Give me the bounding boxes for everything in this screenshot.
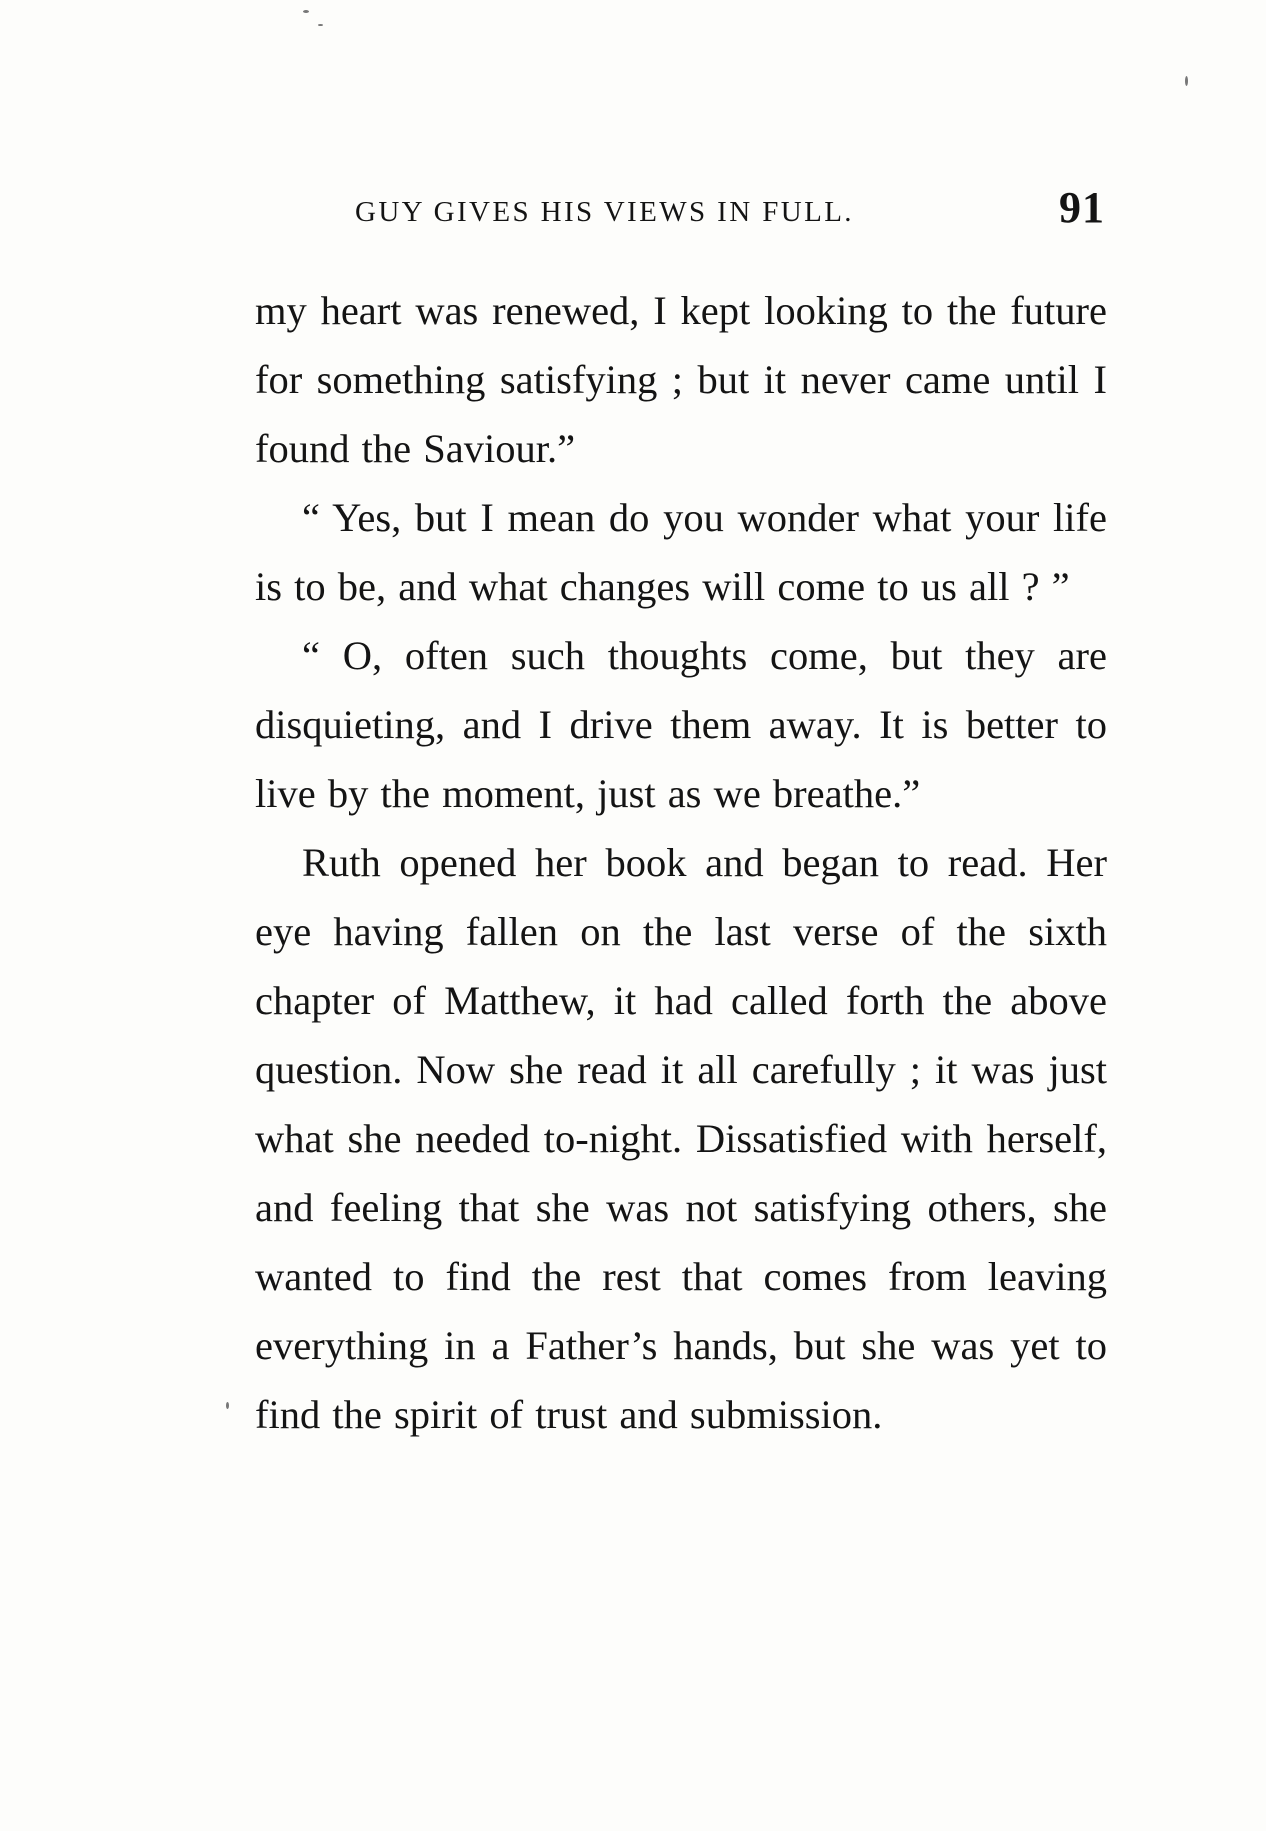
print-speck	[1185, 76, 1188, 86]
print-speck	[318, 24, 323, 26]
running-title: GUY GIVES HIS VIEWS IN FULL.	[355, 196, 854, 228]
running-head	[355, 182, 1105, 242]
paragraph: my heart was renewed, I kept looking to the future for something satisfying ; but it never came until I found the Saviour.”	[255, 288, 1107, 471]
paragraph: “ O, often such thoughts come, but they are disquieting, and I drive them away. It is better to live by the moment, just as we breathe.”	[255, 633, 1107, 816]
paragraph: “ Yes, but I mean do you wonder what your life is to be, and what changes will come to us all ? ”	[255, 495, 1107, 609]
print-speck	[303, 10, 309, 13]
paragraph: Ruth opened her book and began to read. Her eye having fallen on the last verse of the sixth chapter of Matthew, it had called forth the above question. Now she read it all carefully ; it was just what she needed to-night. Dissatisfied with herself, and feeling that she was not satisfying others, she wanted to find the rest that comes from leaving everything in a Father’s hands, but she was yet to find the spirit of trust and submission.	[255, 840, 1107, 1437]
page-number: 91	[1059, 183, 1105, 232]
print-speck	[226, 1402, 229, 1409]
body-text	[255, 276, 1107, 1449]
